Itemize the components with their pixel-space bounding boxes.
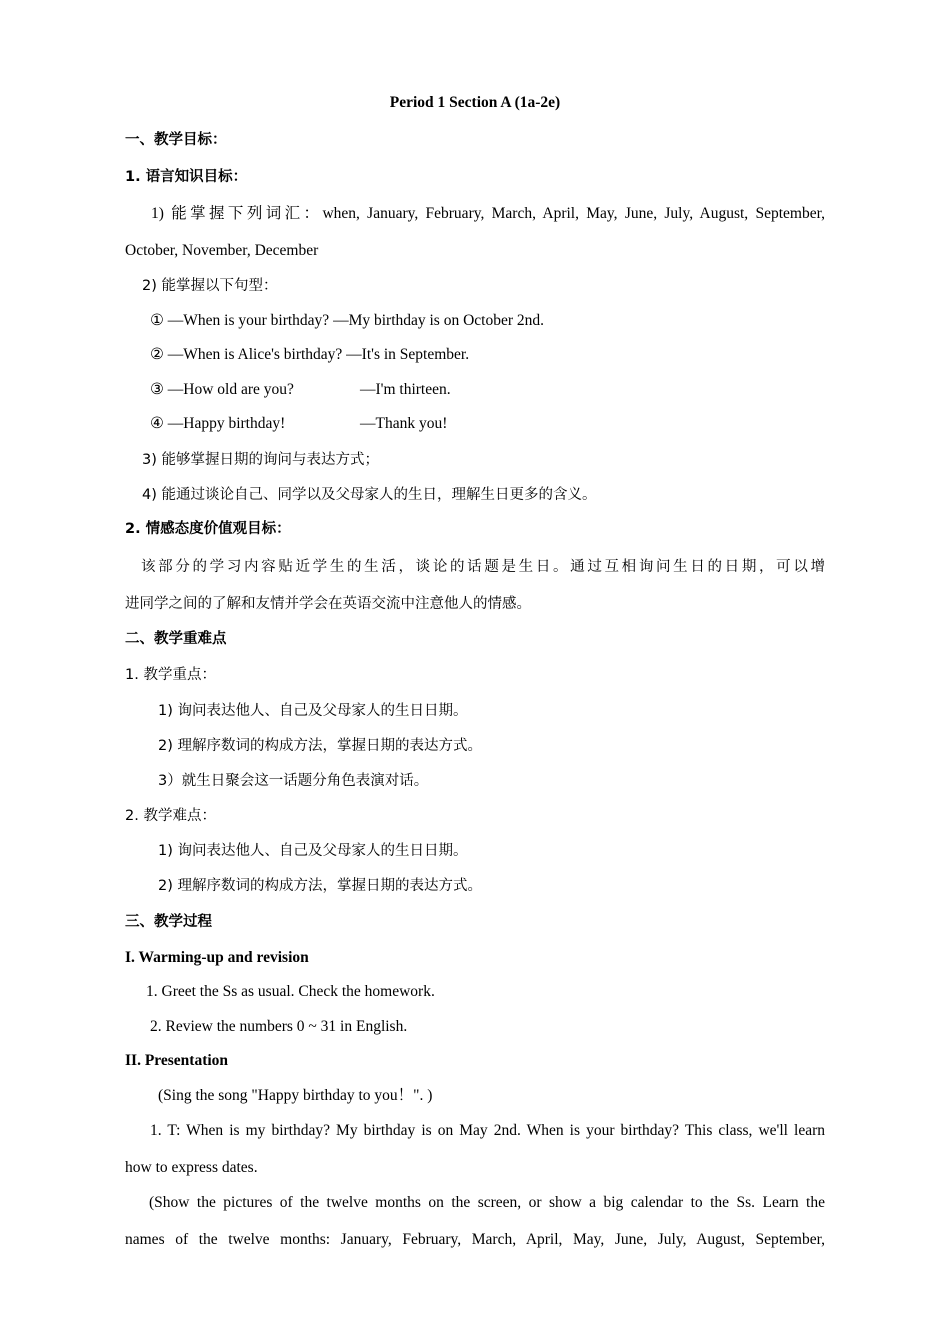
teacher-line-1: 1. T: When is my birthday? My birthday is on May 2nd. When is your birthday? This class, we'll learn (150, 1122, 825, 1139)
subheading-language-knowledge: 1. 语言知识目标： (125, 169, 248, 185)
page-title: Period 1 Section A (1a-2e) (389, 94, 561, 111)
goal-4: 4) 能通过谈论自己、同学以及父母家人的生日，理解生日更多的含义。 (142, 487, 597, 503)
warmup-heading: I. Warming-up and revision (125, 949, 309, 966)
sing-instruction: (Sing the song "Happy birthday to you！". ) (158, 1087, 433, 1104)
warmup-item: 2. Review the numbers 0 ~ 31 in English. (150, 1018, 408, 1035)
pattern-item: ① —When is your birthday? —My birthday is on October 2nd. (150, 312, 545, 329)
emotion-line-2: 进同学之间的了解和友情并学会在英语交流中注意他人的情感。 (125, 596, 531, 612)
pattern-answer: —I'm thirteen. (360, 381, 451, 398)
vocab-line-1: 1) 能掌握下列词汇：when, January, February, March, April, May, June, July, August, September, (151, 205, 825, 222)
pattern-answer: —Thank you! (360, 415, 448, 432)
patterns-intro: 2) 能掌握以下句型： (142, 278, 278, 294)
key-point-item: 1) 询问表达他人、自己及父母家人的生日日期。 (158, 703, 468, 719)
subheading-emotion: 2. 情感态度价值观目标： (125, 521, 291, 537)
show-line-1: (Show the pictures of the twelve months on the screen, or show a big calendar to the Ss. Learn the (149, 1194, 825, 1211)
key-point-item: 3）就生日聚会这一话题分角色表演对话。 (158, 773, 429, 789)
pattern-item (150, 414, 550, 434)
pattern-question: ③ —How old are you? (150, 381, 294, 398)
pattern-question: ④ —Happy birthday! (150, 415, 286, 432)
section-heading-process: 三、教学过程 (125, 914, 212, 930)
emotion-line-1: 该部分的学习内容贴近学生的生活，谈论的话题是生日。通过互相询问生日的日期，可以增 (141, 559, 825, 575)
difficult-point-item: 1) 询问表达他人、自己及父母家人的生日日期。 (158, 843, 468, 859)
vocab-line-2: October, November, December (125, 242, 319, 259)
key-point-item: 2) 理解序数词的构成方法，掌握日期的表达方式。 (158, 738, 482, 754)
warmup-item: 1. Greet the Ss as usual. Check the homework. (146, 983, 435, 1000)
presentation-heading: II. Presentation (125, 1052, 229, 1069)
pattern-item: ② —When is Alice's birthday? —It's in September. (150, 346, 470, 363)
section-heading-objectives: 一、教学目标： (125, 132, 227, 148)
show-line-2: names of the twelve months: January, February, March, April, May, June, July, August, September, (125, 1231, 825, 1248)
teacher-line-2: how to express dates. (125, 1159, 258, 1176)
difficult-point-item: 2) 理解序数词的构成方法，掌握日期的表达方式。 (158, 878, 482, 894)
difficult-points-heading: 2. 教学难点： (125, 808, 216, 824)
pattern-item (150, 380, 550, 400)
goal-3: 3) 能够掌握日期的询问与表达方式； (142, 452, 379, 468)
section-heading-key-difficult: 二、教学重难点 (125, 631, 227, 647)
key-points-heading: 1. 教学重点： (125, 667, 216, 683)
